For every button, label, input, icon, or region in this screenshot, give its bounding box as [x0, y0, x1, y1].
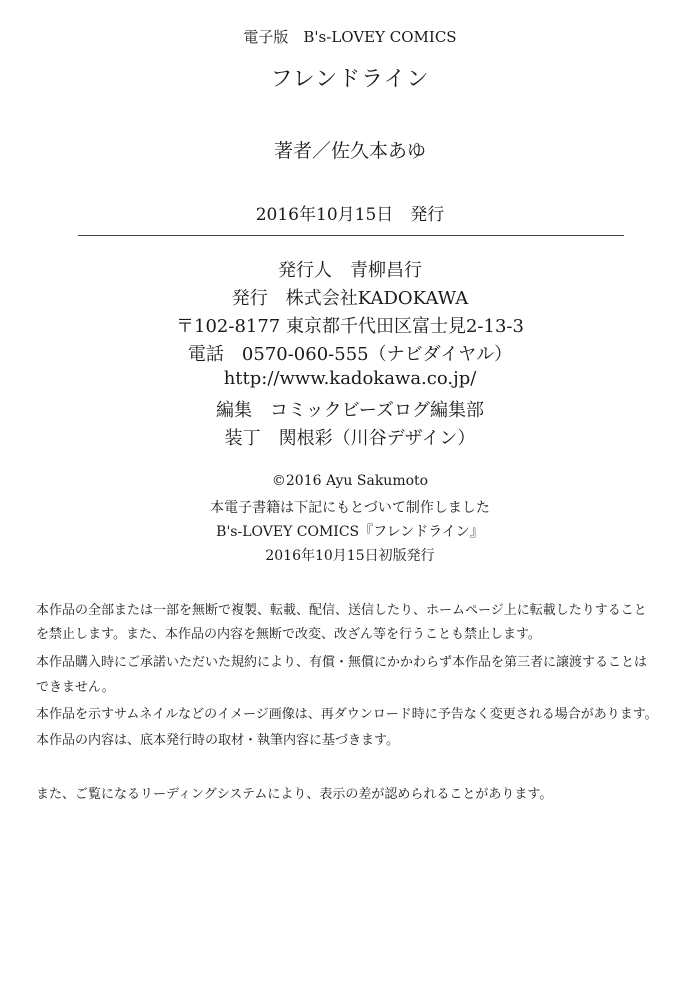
publisher-person: 発行人 青柳昌行	[278, 260, 422, 281]
publisher-address: 〒102-8177 東京都千代田区富士見2-13-3	[176, 316, 524, 337]
publish-date-line: 2016年10月15日 発行	[255, 205, 445, 225]
publisher-company: 発行 株式会社KADOKAWA	[231, 288, 469, 309]
notice-line: 本作品を示すサムネイルなどのイメージ画像は、再ダウンロード時に予告なく変更される場合があります。	[36, 707, 658, 722]
editor-line: 編集 コミックビーズログ編集部	[215, 400, 485, 421]
notice-line: 本作品の内容は、底本発行時の取材・執筆内容に基づきます。	[36, 733, 399, 748]
publisher-url[interactable]: http://www.kadokawa.co.jp/	[223, 368, 477, 389]
series-label: 電子版 B's-LOVEY COMICS	[243, 28, 457, 46]
divider-rule	[78, 235, 624, 236]
notice-line: 本作品の全部または一部を無断で複製、転載、配信、送信したり、ホームページ上に転載したりすること	[36, 603, 647, 618]
reading-system-notice: また、ご覧になるリーディングシステムにより、表示の差が認められることがあります。	[36, 787, 553, 802]
first-edition-date: 2016年10月15日初版発行	[265, 548, 435, 564]
source-title: B's-LOVEY COMICS『フレンドライン』	[216, 524, 484, 540]
publisher-phone: 電話 0570-060-555（ナビダイヤル）	[187, 344, 513, 365]
design-line: 装丁 関根彩（川谷デザイン）	[224, 428, 476, 449]
notice-line: 本作品購入時にご承諾いただいた規約により、有償・無償にかかわらず本作品を第三者に譲渡することは	[36, 655, 648, 670]
notice-line: できません。	[36, 680, 115, 695]
book-title: フレンドライン	[270, 67, 430, 92]
notice-line: を禁止します。また、本作品の内容を無断で改変、改ざん等を行うことも禁止します。	[36, 627, 541, 642]
copyright-line: ©2016 Ayu Sakumoto	[271, 473, 429, 489]
author-line: 著者／佐久本あゆ	[273, 140, 426, 162]
source-note: 本電子書籍は下記にもとづいて制作しました	[210, 500, 490, 516]
